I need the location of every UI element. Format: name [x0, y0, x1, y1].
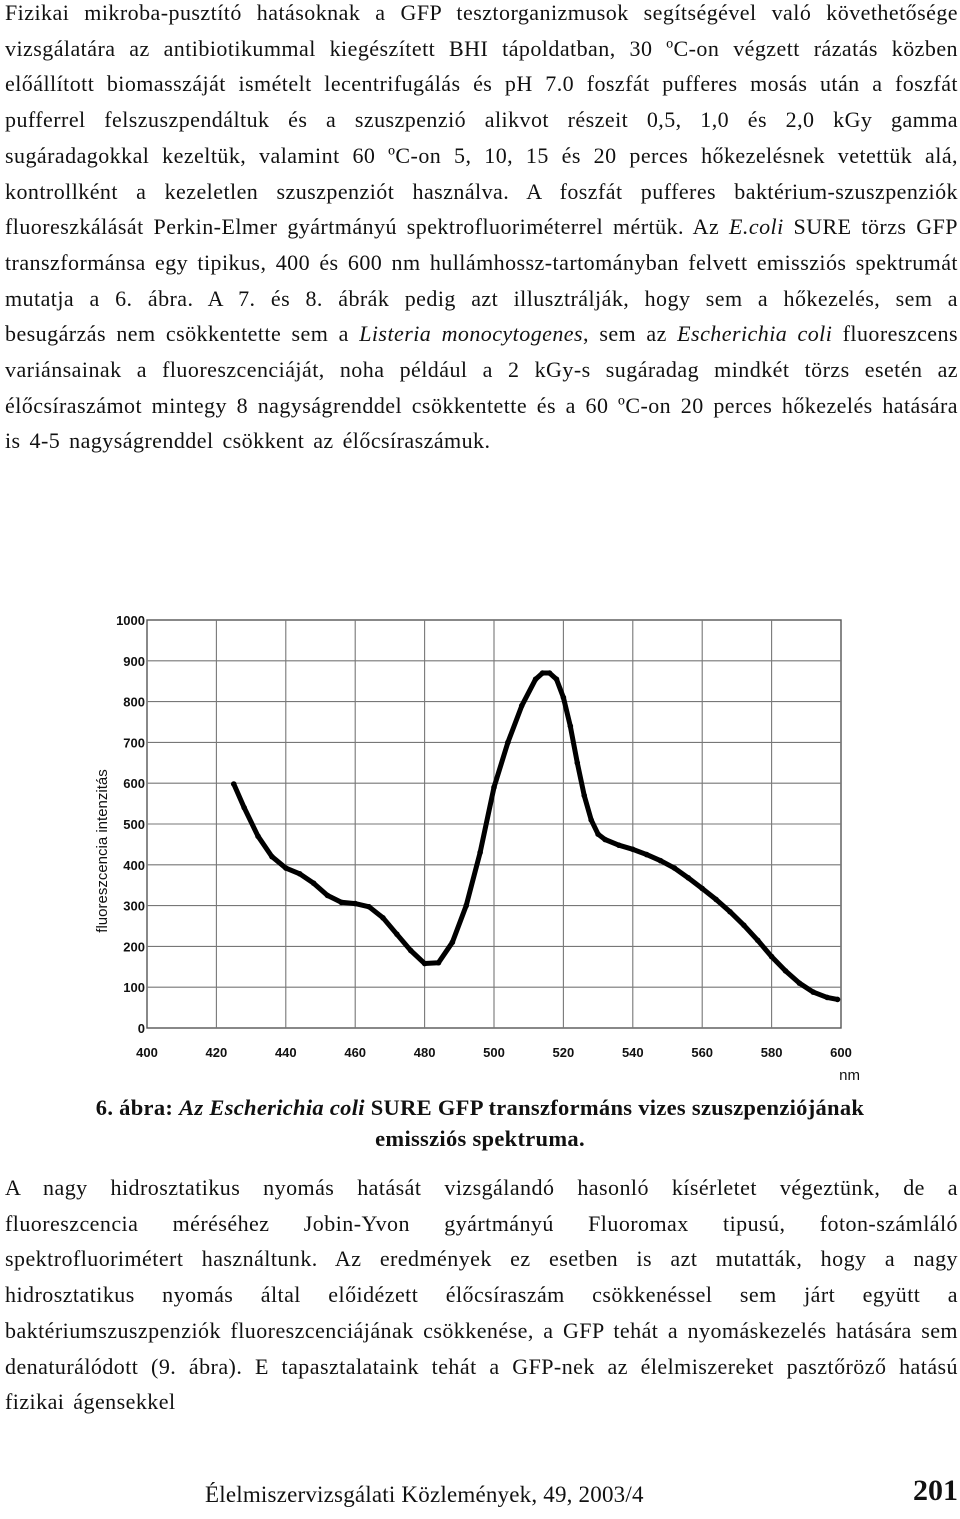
data-point — [366, 904, 372, 910]
paragraph-text: , sem az — [583, 321, 678, 347]
data-point — [491, 784, 497, 790]
data-point — [269, 854, 275, 860]
data-point — [533, 676, 539, 682]
data-point — [588, 817, 594, 823]
data-point — [554, 676, 560, 682]
data-point — [741, 922, 747, 928]
data-point — [699, 886, 705, 892]
data-point — [561, 695, 567, 701]
data-point — [769, 954, 775, 960]
y-tick-label: 300 — [123, 898, 145, 914]
body-paragraph-2: A nagy hidrosztatikus nyomás hatását vizsgálandó hasonló kísérletet végeztünk, de a fluoreszcencia méréséhez Jobin-Yvon gyártmányú Fluoromax tipusú, foton-számláló spektrofluorimétert használtunk. Az eredmények ez esetben is azt mutatták, hogy a nagy hidrosztatikus nyomás által előidézett élőcsíraszám csökkenéssel sem járt együtt a baktériumszuszpenziók fluoreszcenciájának csökkenése, a GFP tehát a nyomáskezelés hatására sem denaturálódott (9. ábra). E tapasztalataink tehát a GFP-nek az élelmiszereket pasztőröző hatású fizikai ágensekkel — [5, 1175, 958, 1415]
data-point — [352, 901, 358, 907]
y-tick-label: 200 — [123, 939, 145, 955]
y-tick-label: 1000 — [116, 613, 145, 628]
data-point — [630, 846, 636, 852]
paragraph-text: Fizikai mikroba-pusztító hatásoknak a GFP tesztorganizmusok segítségével való követhetősége vizsgálatára az antibiotikummal kiegészített BHI tápoldatban, 30 ºC-on végzett rázatás közben előállított biomasszáját ismételt lecentrifugálás és pH 7.0 foszfát pufferes mosás után a foszfát pufferrel felszuszpendáltuk és a szuszpenzió alikvot részeit 0,5, 1,0 és 2,0 kGy gamma sugáradagokkal kezeltük, valamint 60 ºC-on 5, 10, 15 és 20 perces hőkezelésnek vetettük alá, kontrollként a kezeletlen szuszpenziót használva. A foszfát pufferes baktérium-szuszpenziók fluoreszkálását Perkin-Elmer gyártmányú spektrofluoriméterrel mértük. Az — [5, 0, 958, 240]
data-point — [581, 793, 587, 799]
data-point — [297, 871, 303, 877]
data-point — [616, 842, 622, 848]
data-point — [644, 852, 650, 858]
data-point — [463, 903, 469, 909]
data-point — [658, 858, 664, 864]
data-point — [408, 948, 414, 954]
x-tick-labels — [136, 1045, 852, 1060]
y-tick-label: 400 — [123, 857, 145, 873]
y-axis-label: fluoreszcencia intenzitás — [94, 769, 111, 933]
y-tick-label: 500 — [123, 817, 145, 832]
emission-spectrum-chart — [88, 603, 888, 1085]
species-name: E.coli — [729, 214, 784, 240]
x-tick-label: 540 — [621, 1045, 644, 1060]
data-point — [255, 833, 261, 839]
paragraph-text: fluoreszcens variánsainak a fluoreszcenciáját, noha például a 2 kGy-s sugáradag mindkét törzs esetén az élőcsíraszámot mintegy 8 nagyságrenddel csökkentette és a 60 ºC-on 20 perces hőkezelés hatására is 4-5 nagyságrenddel csökkent az élőcsíraszámuk. — [5, 321, 958, 454]
species-name: Listeria monocytogenes — [359, 321, 584, 347]
data-point — [380, 915, 386, 921]
data-point — [339, 900, 345, 906]
caption-text: SURE GFP transzformáns vizes szuszpenziójának emissziós spektruma. — [364, 1095, 865, 1151]
x-tick-label: 460 — [344, 1045, 367, 1060]
data-point — [727, 909, 733, 915]
data-point — [325, 893, 331, 899]
x-tick-label: 520 — [552, 1045, 575, 1060]
data-point — [311, 880, 317, 886]
y-tick-label: 600 — [123, 776, 145, 792]
data-point — [672, 865, 678, 871]
data-point — [477, 850, 483, 856]
y-tick-label: 100 — [123, 980, 145, 996]
x-tick-label: 600 — [830, 1045, 852, 1060]
data-point — [783, 968, 789, 974]
y-tick-label: 0 — [137, 1021, 145, 1036]
figure-caption — [60, 1092, 900, 1154]
data-point — [713, 897, 719, 903]
data-point — [450, 940, 456, 946]
data-point — [394, 931, 400, 937]
data-point — [835, 997, 841, 1003]
y-tick-labels — [116, 613, 145, 1036]
data-point — [547, 670, 553, 676]
caption-species: Az Escherichia coli — [179, 1095, 365, 1120]
data-point — [686, 875, 692, 881]
page-number: 201 — [913, 1474, 958, 1507]
data-point — [755, 937, 761, 943]
data-point — [519, 703, 525, 709]
data-point — [283, 865, 289, 871]
data-point — [602, 837, 608, 843]
y-tick-label: 800 — [123, 694, 145, 710]
x-tick-label: 400 — [136, 1045, 158, 1060]
data-point — [595, 831, 601, 837]
x-tick-label: 580 — [760, 1045, 783, 1060]
data-point — [231, 781, 237, 787]
x-axis-unit-label: nm — [839, 1067, 860, 1084]
y-tick-label: 900 — [123, 653, 145, 669]
data-point — [422, 961, 428, 967]
data-point — [436, 960, 442, 966]
paragraph-text: SURE törzs GFP transzformánsa egy tipikus, 400 és 600 nm hullámhossz-tartományban felvett emissziós spektrumát mutatja a 6. ábra. A 7. és 8. ábrák pedig azt illusztrálják, hogy sem a hőkezelés, sem a besugárzás nem csökkentette sem a — [5, 214, 958, 347]
data-point — [574, 760, 580, 766]
x-tick-label: 560 — [691, 1045, 714, 1060]
x-tick-label: 440 — [274, 1045, 297, 1060]
y-tick-label: 700 — [123, 735, 145, 751]
x-tick-label: 500 — [483, 1045, 505, 1060]
data-point — [505, 740, 511, 746]
journal-footer: Élelmiszervizsgálati Közlemények, 49, 2003/4 — [205, 1482, 644, 1507]
x-tick-label: 480 — [413, 1045, 436, 1060]
data-point — [568, 723, 574, 729]
data-point — [241, 805, 247, 811]
body-paragraph-1 — [5, 0, 958, 459]
data-point — [810, 989, 816, 995]
data-point — [540, 670, 546, 676]
caption-number: 6. ábra: — [95, 1095, 180, 1120]
data-point — [824, 995, 830, 1001]
species-name: Escherichia coli — [677, 321, 833, 347]
x-tick-label: 420 — [205, 1045, 228, 1060]
data-point — [797, 980, 803, 986]
